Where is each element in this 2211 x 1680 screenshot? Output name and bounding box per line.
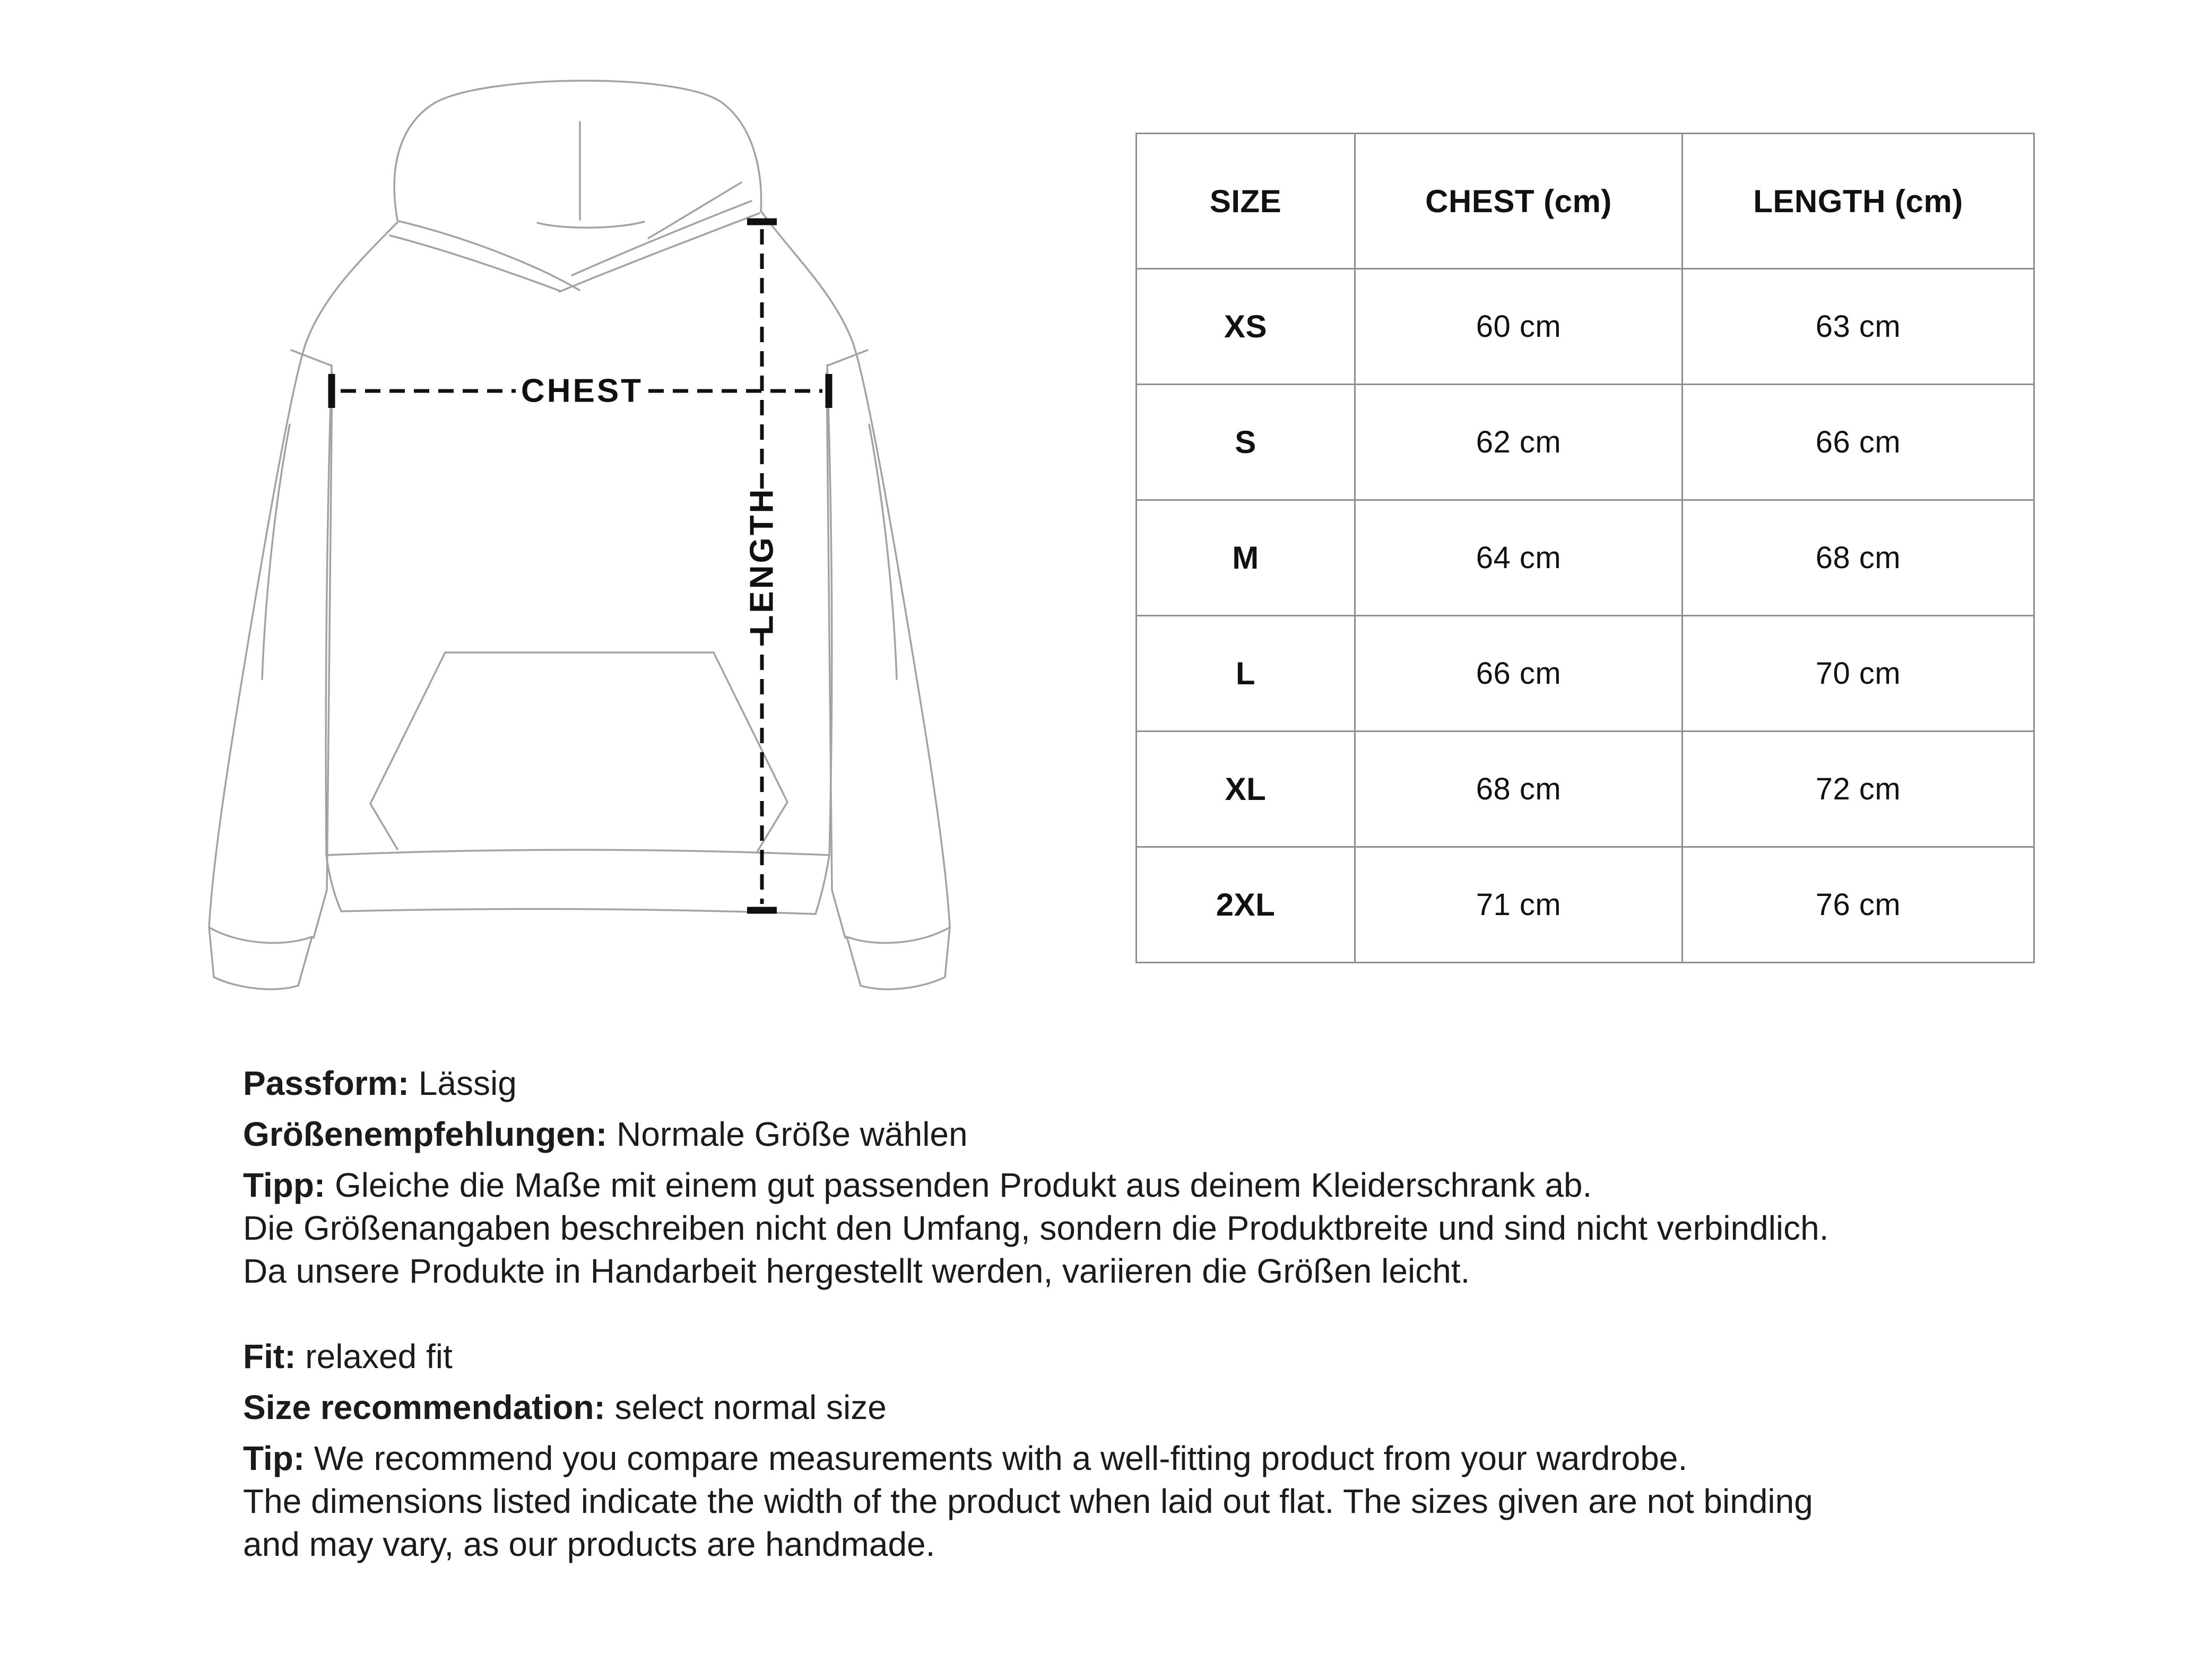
size-recommendation-line [243,1386,2100,1429]
table-cell-size: XL [1137,732,1356,848]
table-cell-chest: 64 cm [1356,501,1683,616]
passform-value: Lässig [409,1064,517,1102]
table-cell-chest: 60 cm [1356,269,1683,385]
table-cell-chest: 66 cm [1356,616,1683,732]
left-shoulder-sleeve-outer [209,222,397,927]
right-cuff [847,927,950,989]
groessenempfehlung-value: Normale Größe wählen [607,1115,968,1153]
size-recommendation-label: Size recommendation: [243,1388,605,1426]
groessenempfehlung-label: Größenempfehlungen: [243,1115,608,1153]
table-cell-length: 68 cm [1683,501,2035,616]
table-cell-chest: 68 cm [1356,732,1683,848]
chest-label: CHEST [521,372,644,410]
size-table [1135,133,2035,963]
size-table-header-length: LENGTH (cm) [1683,134,2035,269]
hem-band-right-end [816,855,829,914]
note-line-2: and may vary, as our products are handmade. [243,1525,935,1563]
left-raglan-seam [291,350,331,365]
right-raglan-seam [828,350,868,365]
groessenempfehlung-line [243,1113,2100,1156]
hinweis-line-1: Die Größenangaben beschreiben nicht den Umfang, sondern die Produktbreite und sind nicht verbindlich. [243,1209,1829,1247]
fit-notes [243,1062,2100,1566]
length-label: LENGTH [743,487,781,636]
fit-label: Fit: [243,1337,296,1376]
table-cell-length: 72 cm [1683,732,2035,848]
hoodie-diagram [159,53,1008,1061]
hem-band-bottom [341,909,816,914]
tip-value: We recommend you compare measurements with a well-fitting product from your wardrobe. [305,1439,1688,1477]
size-recommendation-value: select normal size [605,1388,887,1426]
hood-right-rim [559,213,759,292]
fit-notes-german [243,1062,2100,1293]
table-cell-length: 63 cm [1683,269,2035,385]
right-shoulder-sleeve-outer [761,212,950,927]
table-cell-size: L [1137,616,1356,732]
pocket-right [714,652,787,851]
note-line-1: The dimensions listed indicate the width of the product when laid out flat. The sizes given are not binding [243,1482,1813,1520]
table-cell-length: 66 cm [1683,385,2035,501]
hood-outline [394,81,761,220]
tipp-label: Tipp: [243,1166,326,1204]
hood-left-rim [399,221,579,290]
passform-label: Passform: [243,1064,409,1102]
fit-line [243,1335,2100,1378]
table-cell-length: 76 cm [1683,848,2035,963]
hem-band-top [326,850,829,855]
right-arm-crease [869,424,897,679]
pocket-left [370,652,445,849]
hood-back-collar [537,222,644,228]
table-cell-chest: 71 cm [1356,848,1683,963]
left-arm-crease [262,424,290,679]
size-table-header-size: SIZE [1137,134,1356,269]
hinweis-line-2: Da unsere Produkte in Handarbeit hergestellt werden, variieren die Größen leicht. [243,1252,1470,1290]
table-cell-size: S [1137,385,1356,501]
left-cuff [209,927,312,989]
table-cell-chest: 62 cm [1356,385,1683,501]
size-table-header-chest: CHEST (cm) [1356,134,1683,269]
tip-line [243,1437,2100,1480]
tip-label: Tip: [243,1439,305,1477]
table-cell-size: 2XL [1137,848,1356,963]
fit-value: relaxed fit [296,1337,453,1376]
table-cell-length: 70 cm [1683,616,2035,732]
hem-band-left-end [326,855,341,911]
table-cell-size: M [1137,501,1356,616]
table-cell-size: XS [1137,269,1356,385]
hood-right-band-seam [572,201,751,275]
tipp-line [243,1164,2100,1207]
passform-line [243,1062,2100,1105]
tipp-value: Gleiche die Maße mit einem gut passenden Produkt aus deinem Kleiderschrank ab. [325,1166,1592,1204]
fit-notes-english [243,1335,2100,1566]
